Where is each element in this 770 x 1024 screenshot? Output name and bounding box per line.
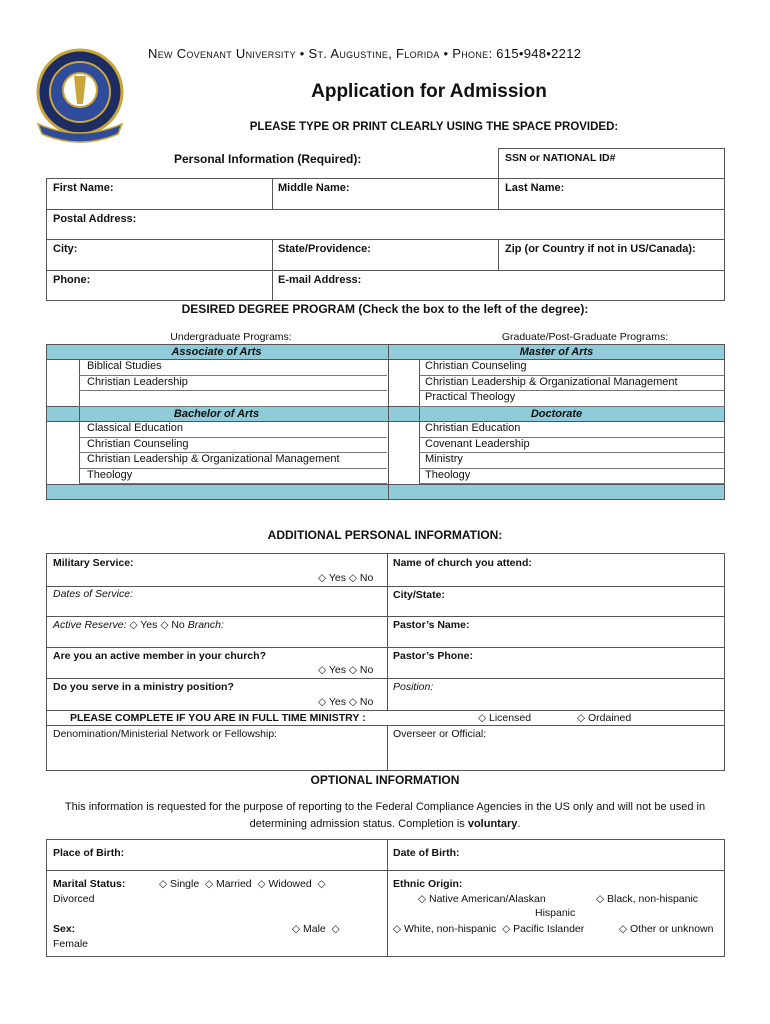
military-yes-option[interactable]: Yes [328, 572, 346, 584]
married-option[interactable]: Married [216, 878, 252, 890]
diamond-outline-icon[interactable]: ◇ [205, 878, 214, 890]
city-state-field[interactable]: City/State: [393, 589, 445, 601]
pastor-phone-field[interactable]: Pastor’s Phone: [393, 650, 473, 662]
diamond-outline-icon[interactable]: ◇ [596, 893, 605, 905]
diamond-outline-icon[interactable]: ◇ [577, 712, 586, 724]
degree-section-title: DESIRED DEGREE PROGRAM (Check the box to the left of the degree): [181, 302, 589, 316]
branch-field[interactable]: Branch: [187, 619, 224, 631]
postal-address-field[interactable]: Postal Address: [53, 213, 137, 225]
military-no-option[interactable]: No [359, 572, 374, 584]
diamond-outline-icon[interactable]: ◇ [160, 619, 169, 631]
grad-label: Graduate/Post-Graduate Programs: [501, 331, 669, 343]
degree-option-bachelor[interactable]: Christian Counseling [79, 438, 387, 454]
position-field[interactable]: Position: [393, 681, 434, 693]
hispanic-option[interactable]: Hispanic [535, 907, 576, 919]
member-yes-option[interactable]: Yes [328, 664, 346, 676]
undergrad-label: Undergraduate Programs: [170, 331, 292, 343]
degree-option-doctorate[interactable]: Christian Education [419, 422, 725, 438]
pacific-option[interactable]: Pacific Islander [513, 923, 585, 935]
optional-note-line2: determining admission status. Completion is voluntary. [249, 818, 521, 830]
diamond-outline-icon[interactable]: ◇ [393, 923, 402, 935]
state-field[interactable]: State/Providence: [278, 243, 371, 255]
doctorate-header: Doctorate [530, 408, 583, 420]
diamond-outline-icon[interactable]: ◇ [257, 878, 266, 890]
degree-option-doctorate[interactable]: Theology [419, 469, 725, 485]
licensed-option[interactable]: Licensed [489, 712, 532, 724]
degree-option-bachelor[interactable]: Theology [79, 469, 387, 485]
other-option[interactable]: Other or unknown [630, 923, 714, 935]
pastor-name-field[interactable]: Pastor’s Name: [393, 619, 470, 631]
active-reserve-label: Active Reserve: [53, 619, 127, 631]
phone-field[interactable]: Phone: [53, 274, 91, 286]
degree-option-master[interactable]: Christian Leadership & Organizational Management [419, 376, 725, 392]
diamond-outline-icon[interactable]: ◇ [331, 923, 340, 935]
ordained-option[interactable]: Ordained [588, 712, 632, 724]
member-no-option[interactable]: No [359, 664, 374, 676]
overseer-field[interactable]: Overseer or Official: [393, 728, 487, 740]
diamond-outline-icon[interactable]: ◇ [317, 878, 326, 890]
reserve-yes-option[interactable]: Yes [140, 619, 158, 631]
last-name-field[interactable]: Last Name: [505, 182, 565, 194]
full-time-ministry-note: PLEASE COMPLETE IF YOU ARE IN FULL TIME MINISTRY : [70, 712, 366, 724]
ssn-field[interactable] [498, 148, 725, 179]
degree-option-bachelor[interactable]: Classical Education [79, 422, 387, 438]
diamond-outline-icon[interactable]: ◇ [348, 696, 357, 708]
degree-option-master[interactable]: Practical Theology [419, 391, 725, 407]
ministry-yes-option[interactable]: Yes [328, 696, 346, 708]
additional-section-title: ADDITIONAL PERSONAL INFORMATION: [267, 528, 503, 542]
degree-option-associate[interactable]: Christian Leadership [79, 376, 387, 392]
female-option[interactable]: Female [53, 938, 89, 950]
active-member-question: Are you an active member in your church? [53, 650, 266, 662]
associate-header: Associate of Arts [171, 346, 262, 358]
diamond-outline-icon[interactable]: ◇ [348, 664, 357, 676]
degree-option-master[interactable]: Christian Counseling [419, 360, 725, 376]
ministry-no-option[interactable]: No [359, 696, 374, 708]
degree-option-associate[interactable] [79, 391, 387, 407]
master-header: Master of Arts [519, 346, 594, 358]
page-title: Application for Admission [311, 81, 547, 102]
denomination-field[interactable]: Denomination/Ministerial Network or Fellowship: [53, 728, 278, 740]
first-name-field[interactable]: First Name: [53, 182, 114, 194]
degree-option-associate[interactable]: Biblical Studies [79, 360, 387, 376]
diamond-outline-icon[interactable]: ◇ [292, 923, 301, 935]
single-option[interactable]: Single [170, 878, 200, 890]
diamond-outline-icon[interactable]: ◇ [348, 572, 357, 584]
military-service-label: Military Service: [53, 557, 134, 569]
instruction-text: PLEASE TYPE OR PRINT CLEARLY USING THE SPACE PROVIDED: [249, 121, 619, 133]
native-option[interactable]: Native American/Alaskan [429, 893, 546, 905]
personal-section-title: Personal Information (Required): [174, 152, 362, 166]
ministry-position-question: Do you serve in a ministry position? [53, 681, 234, 693]
city-field[interactable]: City: [53, 243, 78, 255]
diamond-outline-icon[interactable]: ◇ [478, 712, 487, 724]
church-name-field[interactable]: Name of church you attend: [393, 557, 532, 569]
bachelor-header: Bachelor of Arts [173, 408, 260, 420]
white-option[interactable]: White, non-hispanic [404, 923, 497, 935]
institution-line: New Covenant University • St. Augustine, Florida • Phone: 615•948•2212 [148, 46, 582, 61]
place-of-birth-field[interactable]: Place of Birth: [53, 847, 125, 859]
widowed-option[interactable]: Widowed [268, 878, 312, 890]
degree-option-doctorate[interactable]: Ministry [419, 453, 725, 469]
email-field[interactable]: E-mail Address: [278, 274, 362, 286]
reserve-no-option[interactable]: No [171, 619, 185, 631]
divorced-option[interactable]: Divorced [53, 893, 95, 905]
degree-option-doctorate[interactable]: Covenant Leadership [419, 438, 725, 454]
optional-section-title: OPTIONAL INFORMATION [310, 773, 460, 787]
diamond-outline-icon[interactable]: ◇ [129, 619, 138, 631]
male-option[interactable]: Male [303, 923, 326, 935]
date-of-birth-field[interactable]: Date of Birth: [393, 847, 460, 859]
zip-field[interactable]: Zip (or Country if not in US/Canada): [505, 243, 696, 255]
ethnic-origin-label: Ethnic Origin: [393, 878, 463, 890]
diamond-outline-icon[interactable]: ◇ [318, 572, 327, 584]
diamond-outline-icon[interactable]: ◇ [159, 878, 168, 890]
optional-note-line1: This information is requested for the purpose of reporting to the Federal Compliance Agencies in the US only and will not be used in [64, 801, 706, 813]
middle-name-field[interactable]: Middle Name: [278, 182, 350, 194]
sex-label: Sex: [53, 923, 76, 935]
black-option[interactable]: Black, non-hispanic [607, 893, 699, 905]
diamond-outline-icon[interactable]: ◇ [318, 696, 327, 708]
diamond-outline-icon[interactable]: ◇ [418, 893, 427, 905]
diamond-outline-icon[interactable]: ◇ [619, 923, 628, 935]
diamond-outline-icon[interactable]: ◇ [502, 923, 511, 935]
diamond-outline-icon[interactable]: ◇ [318, 664, 327, 676]
dates-of-service-field[interactable]: Dates of Service: [53, 588, 133, 600]
marital-status-label: Marital Status: [53, 878, 126, 890]
degree-option-bachelor[interactable]: Christian Leadership & Organizational Management [79, 453, 387, 469]
ssn-label: SSN or NATIONAL ID# [505, 152, 616, 164]
